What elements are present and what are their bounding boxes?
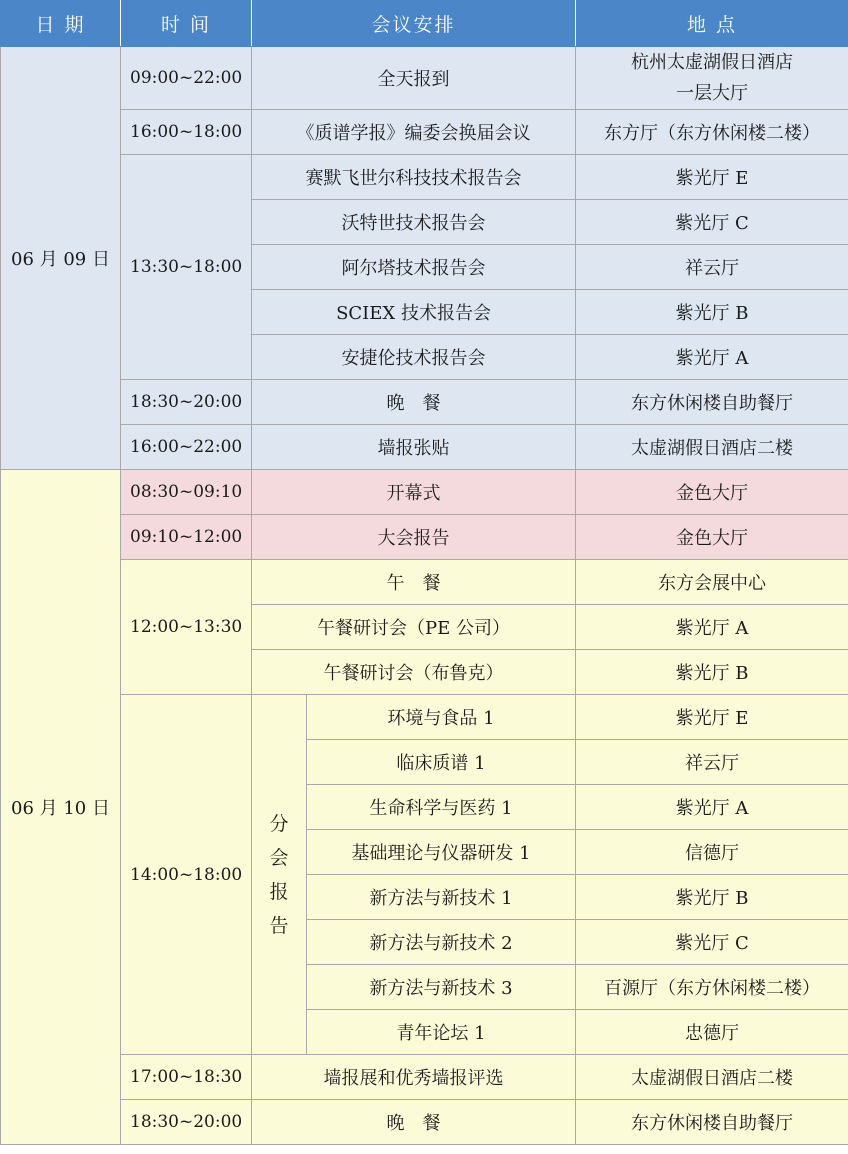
location-cell: 金色大厅 (576, 515, 848, 560)
location-cell: 紫光厅 C (576, 200, 848, 245)
location-cell: 百源厅（东方休闲楼二楼） (576, 965, 848, 1010)
agenda-cell: 晚 餐 (252, 380, 576, 425)
table-row (1, 470, 848, 515)
session-label (252, 695, 307, 1055)
location-cell: 紫光厅 B (576, 290, 848, 335)
session-label-char: 会 (269, 846, 289, 869)
session-label-char: 告 (269, 914, 289, 937)
location-line: 杭州太虚湖假日酒店 (631, 52, 794, 73)
agenda-cell: 新方法与新技术 2 (307, 920, 576, 965)
agenda-cell: 临床质谱 1 (307, 740, 576, 785)
agenda-cell: 新方法与新技术 1 (307, 875, 576, 920)
location-cell: 东方厅（东方休闲楼二楼） (576, 110, 848, 155)
location-cell: 金色大厅 (576, 470, 848, 515)
table-row (1, 1100, 848, 1145)
agenda-cell: 晚 餐 (252, 1100, 576, 1145)
agenda-cell: 午餐研讨会（PE 公司） (252, 605, 576, 650)
agenda-cell: 《质谱学报》编委会换届会议 (252, 110, 576, 155)
location-cell: 东方休闲楼自助餐厅 (576, 380, 848, 425)
agenda-cell: 赛默飞世尔科技技术报告会 (252, 155, 576, 200)
location-cell: 太虚湖假日酒店二楼 (576, 1055, 848, 1100)
agenda-cell: 午 餐 (252, 560, 576, 605)
location-cell: 紫光厅 E (576, 695, 848, 740)
location-cell: 东方会展中心 (576, 560, 848, 605)
agenda-cell: 午餐研讨会（布鲁克） (252, 650, 576, 695)
location-cell: 祥云厅 (576, 740, 848, 785)
session-label-char: 分 (269, 812, 289, 835)
agenda-cell: 沃特世技术报告会 (252, 200, 576, 245)
table-row (1, 110, 848, 155)
agenda-cell: 全天报到 (252, 47, 576, 110)
agenda-cell: 新方法与新技术 3 (307, 965, 576, 1010)
location-cell: 紫光厅 B (576, 650, 848, 695)
time-cell: 16:00~22:00 (121, 425, 252, 470)
date-cell: 06 月 10 日 (1, 470, 121, 1145)
table-row (1, 425, 848, 470)
date-cell: 06 月 09 日 (1, 47, 121, 470)
location-cell: 紫光厅 E (576, 155, 848, 200)
location-cell: 紫光厅 A (576, 785, 848, 830)
table-row (1, 560, 848, 605)
time-cell: 16:00~18:00 (121, 110, 252, 155)
header-time: 时 间 (121, 1, 252, 47)
location-cell: 忠德厅 (576, 1010, 848, 1055)
location-cell: 祥云厅 (576, 245, 848, 290)
location-cell: 紫光厅 B (576, 875, 848, 920)
time-cell: 09:10~12:00 (121, 515, 252, 560)
location-cell: 紫光厅 A (576, 335, 848, 380)
table-row (1, 47, 848, 110)
header-date: 日 期 (1, 1, 121, 47)
location-cell: 太虚湖假日酒店二楼 (576, 425, 848, 470)
time-cell: 08:30~09:10 (121, 470, 252, 515)
table-row (1, 515, 848, 560)
time-cell: 17:00~18:30 (121, 1055, 252, 1100)
agenda-cell: 大会报告 (252, 515, 576, 560)
location-cell: 东方休闲楼自助餐厅 (576, 1100, 848, 1145)
time-cell: 18:30~20:00 (121, 380, 252, 425)
agenda-cell: 墙报张贴 (252, 425, 576, 470)
agenda-cell: 开幕式 (252, 470, 576, 515)
agenda-cell: 墙报展和优秀墙报评选 (252, 1055, 576, 1100)
time-cell: 13:30~18:00 (121, 155, 252, 380)
table-row (1, 380, 848, 425)
location-cell (576, 47, 848, 110)
table-row (1, 1055, 848, 1100)
location-cell: 紫光厅 C (576, 920, 848, 965)
location-cell: 信德厅 (576, 830, 848, 875)
header-row (1, 1, 848, 47)
location-line: 一层大厅 (676, 83, 749, 104)
agenda-cell: SCIEX 技术报告会 (252, 290, 576, 335)
agenda-cell: 安捷伦技术报告会 (252, 335, 576, 380)
location-cell: 紫光厅 A (576, 605, 848, 650)
session-label-char: 报 (269, 880, 289, 903)
time-cell: 12:00~13:30 (121, 560, 252, 695)
table-row (1, 695, 848, 740)
time-cell: 09:00~22:00 (121, 47, 252, 110)
agenda-cell: 环境与食品 1 (307, 695, 576, 740)
agenda-cell: 青年论坛 1 (307, 1010, 576, 1055)
header-location: 地 点 (576, 1, 848, 47)
agenda-cell: 阿尔塔技术报告会 (252, 245, 576, 290)
time-cell: 18:30~20:00 (121, 1100, 252, 1145)
time-cell: 14:00~18:00 (121, 695, 252, 1055)
agenda-cell: 生命科学与医药 1 (307, 785, 576, 830)
header-agenda: 会议安排 (252, 1, 576, 47)
table-row (1, 155, 848, 200)
agenda-cell: 基础理论与仪器研发 1 (307, 830, 576, 875)
